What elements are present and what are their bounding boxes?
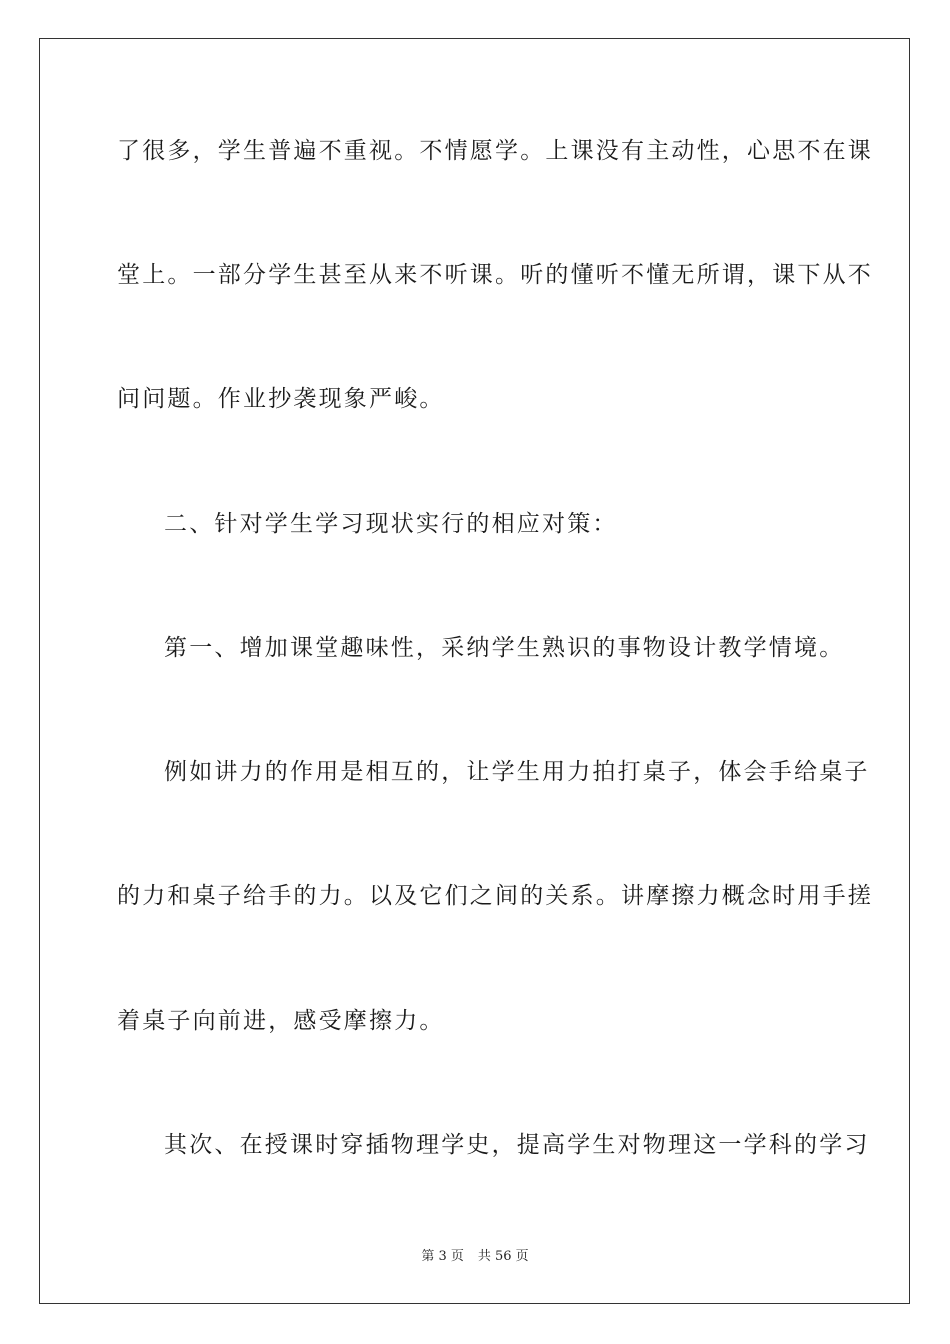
- page-footer: [0, 1248, 950, 1266]
- body-line-8: 着桌子向前进，感受摩擦力。: [117, 1008, 445, 1034]
- body-line-3: 问问题。作业抄袭现象严峻。: [117, 386, 445, 412]
- body-line-2: 堂上。一部分学生甚至从来不听课。听的懂听不懂无所谓，课下从不: [117, 262, 873, 288]
- section-heading: 二、针对学生学习现状实行的相应对策：: [164, 511, 618, 537]
- total-pages: 共 56 页: [477, 1249, 529, 1264]
- body-line-9: 其次、在授课时穿插物理学史，提高学生对物理这一学科的学习: [164, 1132, 870, 1158]
- body-line-1: 了很多，学生普遍不重视。不情愿学。上课没有主动性，心思不在课: [117, 138, 873, 164]
- page-border: [39, 38, 910, 1304]
- page-number: 第 3 页: [421, 1249, 464, 1264]
- body-line-5: 第一、增加课堂趣味性，采纳学生熟识的事物设计教学情境。: [164, 635, 845, 661]
- body-line-7: 的力和桌子给手的力。以及它们之间的关系。讲摩擦力概念时用手搓: [117, 883, 873, 909]
- body-line-6: 例如讲力的作用是相互的，让学生用力拍打桌子，体会手给桌子: [164, 759, 870, 785]
